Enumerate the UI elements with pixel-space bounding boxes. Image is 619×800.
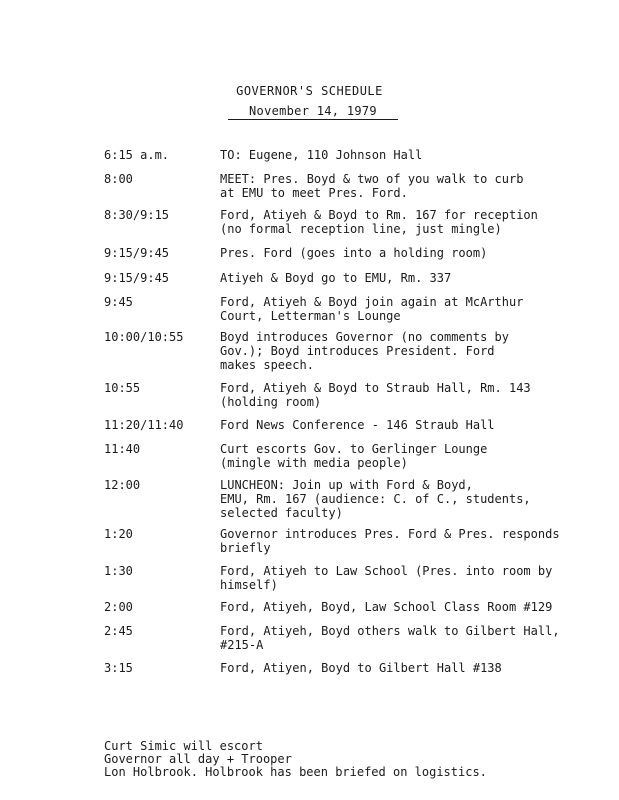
schedule-time: 12:00: [104, 478, 141, 492]
schedule-description: Governor introduces Pres. Ford & Pres. responds briefly: [220, 527, 560, 555]
schedule-time: 10:55: [104, 381, 141, 395]
schedule-time: 1:20: [104, 527, 133, 541]
schedule-description: Ford, Atiyeh & Boyd join again at McArthur Court, Letterman's Lounge: [220, 295, 524, 323]
schedule-time: 1:30: [104, 564, 133, 578]
schedule-row: [104, 295, 584, 323]
schedule-row: [104, 172, 584, 200]
schedule-row: [104, 330, 584, 372]
schedule-time: 9:45: [104, 295, 133, 309]
schedule-row: [104, 208, 584, 236]
schedule-description: Boyd introduces Governor (no comments by Gov.); Boyd introduces President. Ford makes speech.: [220, 330, 509, 372]
page-title: GOVERNOR'S SCHEDULE: [236, 84, 383, 98]
schedule-description: Ford, Atiyeh & Boyd to Rm. 167 for reception (no formal reception line, just mingle): [220, 208, 538, 236]
schedule-description: TO: Eugene, 110 Johnson Hall: [220, 148, 423, 162]
schedule-row: [104, 600, 584, 614]
schedule-time: 11:40: [104, 442, 141, 456]
schedule-time: 8:30/9:15: [104, 208, 170, 222]
schedule-description: Atiyeh & Boyd go to EMU, Rm. 337: [220, 271, 452, 285]
schedule-row: [104, 418, 584, 432]
schedule-time: 3:15: [104, 661, 133, 675]
schedule-description: LUNCHEON: Join up with Ford & Boyd, EMU, Rm. 167 (audience: C. of C., students, selected faculty): [220, 478, 531, 520]
schedule-description: Ford, Atiyeh, Boyd, Law School Class Room #129: [220, 600, 553, 614]
schedule-time: 10:00/10:55: [104, 330, 184, 344]
schedule-row: [104, 381, 584, 409]
schedule-time: 9:15/9:45: [104, 271, 170, 285]
schedule-time: 2:00: [104, 600, 133, 614]
schedule-description: Ford News Conference - 146 Straub Hall: [220, 418, 495, 432]
schedule-row: [104, 478, 584, 520]
schedule-time: 9:15/9:45: [104, 246, 170, 260]
schedule-row: [104, 661, 584, 675]
schedule-date: November 14, 1979: [228, 104, 398, 120]
escort-note: Curt Simic will escort Governor all day + Trooper Lon Holbrook. Holbrook has been briefed on logistics.: [104, 739, 487, 779]
schedule-time: 2:45: [104, 624, 133, 638]
schedule-row: [104, 271, 584, 285]
schedule-time: 8:00: [104, 172, 133, 186]
schedule-row: [104, 624, 584, 652]
schedule-time: 6:15 a.m.: [104, 148, 170, 162]
schedule-row: [104, 564, 584, 592]
schedule-description: Ford, Atiyeh, Boyd others walk to Gilbert Hall, #215-A: [220, 624, 560, 652]
schedule-description: MEET: Pres. Boyd & two of you walk to curb at EMU to meet Pres. Ford.: [220, 172, 524, 200]
schedule-row: [104, 246, 584, 260]
schedule-description: Ford, Atiyeh to Law School (Pres. into room by himself): [220, 564, 553, 592]
schedule-description: Pres. Ford (goes into a holding room): [220, 246, 488, 260]
schedule-description: Ford, Atiyeh & Boyd to Straub Hall, Rm. 143 (holding room): [220, 381, 531, 409]
schedule-row: [104, 148, 584, 162]
schedule-description: Ford, Atiyen, Boyd to Gilbert Hall #138: [220, 661, 502, 675]
schedule-time: 11:20/11:40: [104, 418, 184, 432]
schedule-row: [104, 527, 584, 555]
schedule-row: [104, 442, 584, 470]
schedule-description: Curt escorts Gov. to Gerlinger Lounge (mingle with media people): [220, 442, 488, 470]
